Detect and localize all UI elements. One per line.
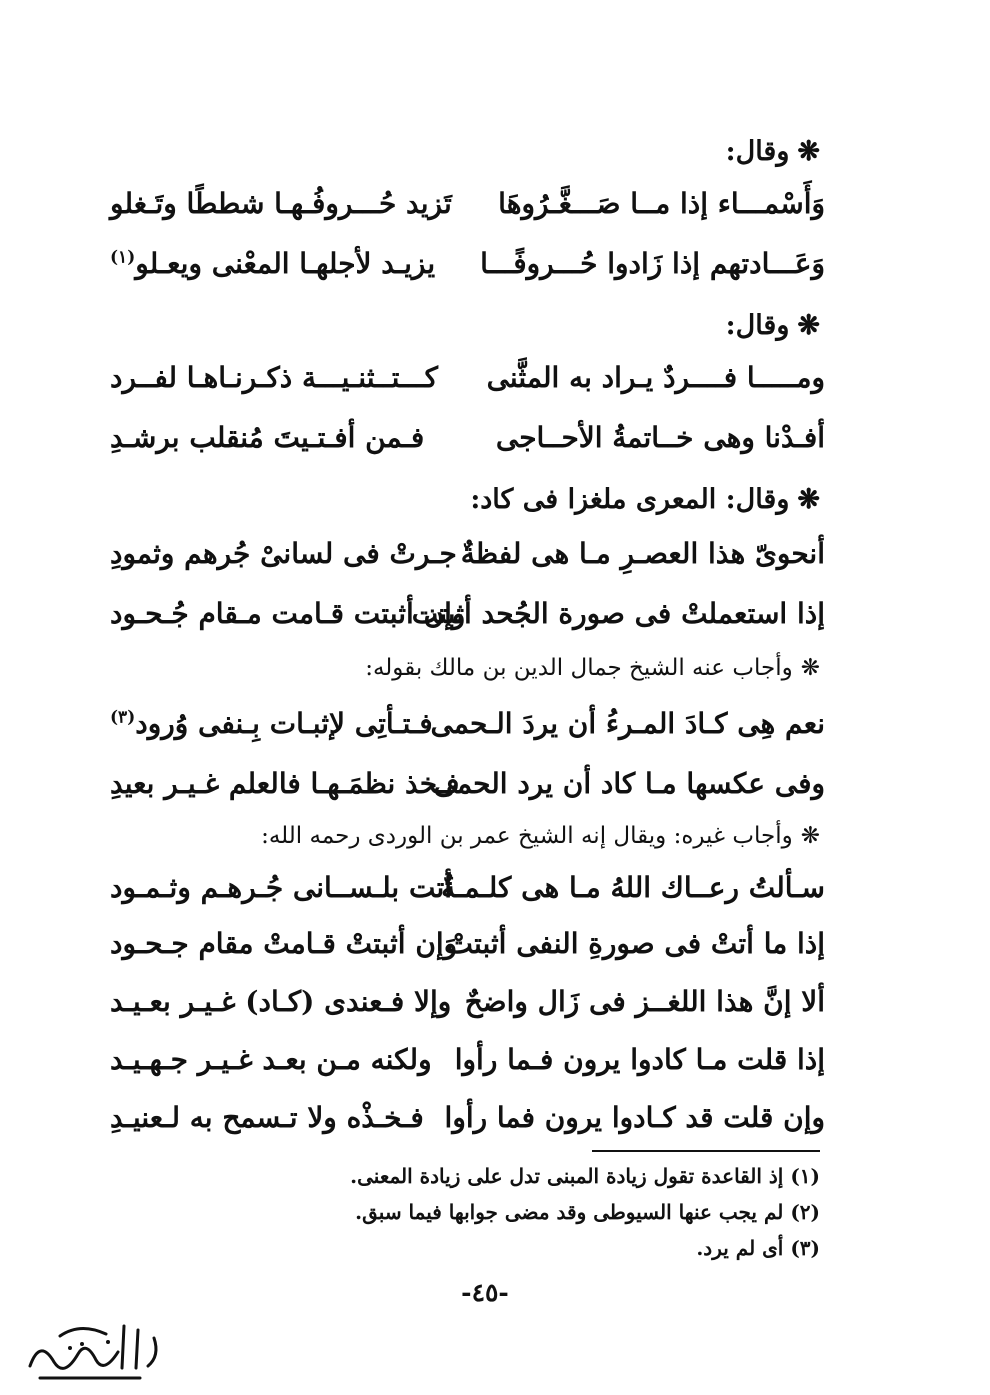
footnote-3: (٣) أى لم يرد. [696,1236,820,1260]
section-heading-3 [470,482,820,518]
verse-second-hemistich: أتت بلـســانى جُـرهـم وثـمـود [110,871,453,904]
verse-line [110,356,825,400]
verse-line [110,866,825,910]
footnote-marker: (٣) [110,707,136,728]
verse-second-hemistich: ولكنه مـن بعـد غـيـر جـهـيـد [110,1043,432,1076]
verse-first-hemistich: أنحوىّ هذا العصـرِ مـا هى لفظةٌ [460,537,825,570]
verse-line [110,1038,825,1082]
verse-second-hemistich: وإلا فـعندى (كـاد) غـيـر بعـيـد [110,985,452,1018]
section-heading-2 [726,308,820,344]
verse-first-hemistich: وَأَسْمـــاء إذا مــا صَـــغَّـرُوهَا [498,187,825,220]
verse-second-hemistich: جـرتْ فى لسانىْ جُرهم وثمودِ [110,537,457,570]
verse-second-hemistich: فـخذ نظمَـهـا فالعلم غـيـر بعيدِ [110,767,460,800]
verse-line [110,416,825,460]
star-ornament-icon: ❋ [800,655,820,681]
verse-text: يزيـد لأجلهـا المعْنى ويعـلو [135,247,436,280]
verse-first-hemistich: وَعَـــادتهم إذا زَادوا حُـــروفًـــا [480,247,825,280]
verse-line [110,242,825,286]
star-ornament-icon: ❋ [797,310,820,341]
verse-second-hemistich: فـمن أفـتـيتَ مُنقلب برشـدِ [110,421,425,454]
star-ornament-icon: ❋ [797,484,820,515]
section-heading-1 [726,134,820,170]
verse-second-hemistich: وَإن أثبتتْ قـامتْ مقام جـحـود [110,927,458,960]
verse-second-hemistich: كـــتــثنـيـــة ذكـرنـاهـا لفــرد [110,361,438,394]
answer-intro-2 [261,820,820,852]
verse-second-hemistich [110,702,433,746]
verse-line [110,592,825,636]
verse-first-hemistich: سـألتُ رعــاك اللهُ مـا هى كلـمـةٌ [441,871,825,904]
star-ornament-icon: ❋ [797,136,820,167]
verse-line [110,980,825,1024]
footnote-separator [592,1150,820,1152]
page-number: -٤٥- [461,1278,509,1307]
verse-line [110,182,825,226]
star-ornament-icon: ❋ [800,823,820,849]
verse-first-hemistich: إذا ما أتتْ فى صورةِ النفى أثبتتْ [446,927,825,960]
verse-line [110,532,825,576]
footnote-2: (٢) لم يجب عنها السيوطى وقد مضى جوابها فيما سبق. [355,1200,820,1224]
verse-second-hemistich [110,242,435,286]
verse-first-hemistich: وفى عكسها مـا كاد أن يرد الحمى [433,767,825,800]
verse-second-hemistich: فـخـذْه ولا تـسمح به لـعنيـدِ [110,1101,424,1134]
footnote-marker: (١) [110,247,136,268]
verse-first-hemistich: إذا قلت مـا كادوا يرون فـما رأوا [454,1043,825,1076]
heading-text: وقال: المعرى ملغزا فى كاد: [470,484,790,515]
verse-first-hemistich: ومـــــا فــــردٌ يـراد به المثَّنى [486,361,825,394]
verse-second-hemistich: وإن أثبتت قـامت مـقام جُـحـود [110,597,466,630]
verse-line [110,1096,825,1140]
verse-first-hemistich: أفـدْنا وهى خــاتمةُ الأحــاجى [495,421,825,454]
verse-line [110,702,825,746]
verse-second-hemistich: تَزيد حُـــروفُـهـا شططًا وتَـغلو [110,187,452,220]
heading-text: وقال: [725,310,790,341]
verse-line [110,762,825,806]
verse-line [110,922,825,966]
calligraphy-stamp-icon [20,1308,170,1384]
footnote-1: (١) إذ القاعدة تقول زيادة المبنى تدل على زيادة المعنى. [350,1164,820,1188]
verse-first-hemistich: ألا إنَّ هذا اللغــز فى زَال واضحٌ [464,985,825,1018]
verse-first-hemistich: نعم هِى كـادَ المـرءُ أن يردَ الـحمى [430,707,825,740]
answer-text: وأجاب عنه الشيخ جمال الدين بن مالك بقوله: [365,655,793,681]
verse-text: فـتـأتِى لإثبـات بِـنفى وُرود [135,707,433,740]
verse-first-hemistich: وإن قلت قد كـادوا يرون فما رأوا [444,1101,825,1134]
answer-text: وأجاب غيره: ويقال إنه الشيخ عمر بن الوردى رحمه الله: [261,823,793,849]
heading-text: وقال: [725,136,790,167]
verse-first-hemistich: إذا استعملتْ فى صورة الجُحد أثبتت [411,597,825,630]
answer-intro-1 [365,652,820,684]
